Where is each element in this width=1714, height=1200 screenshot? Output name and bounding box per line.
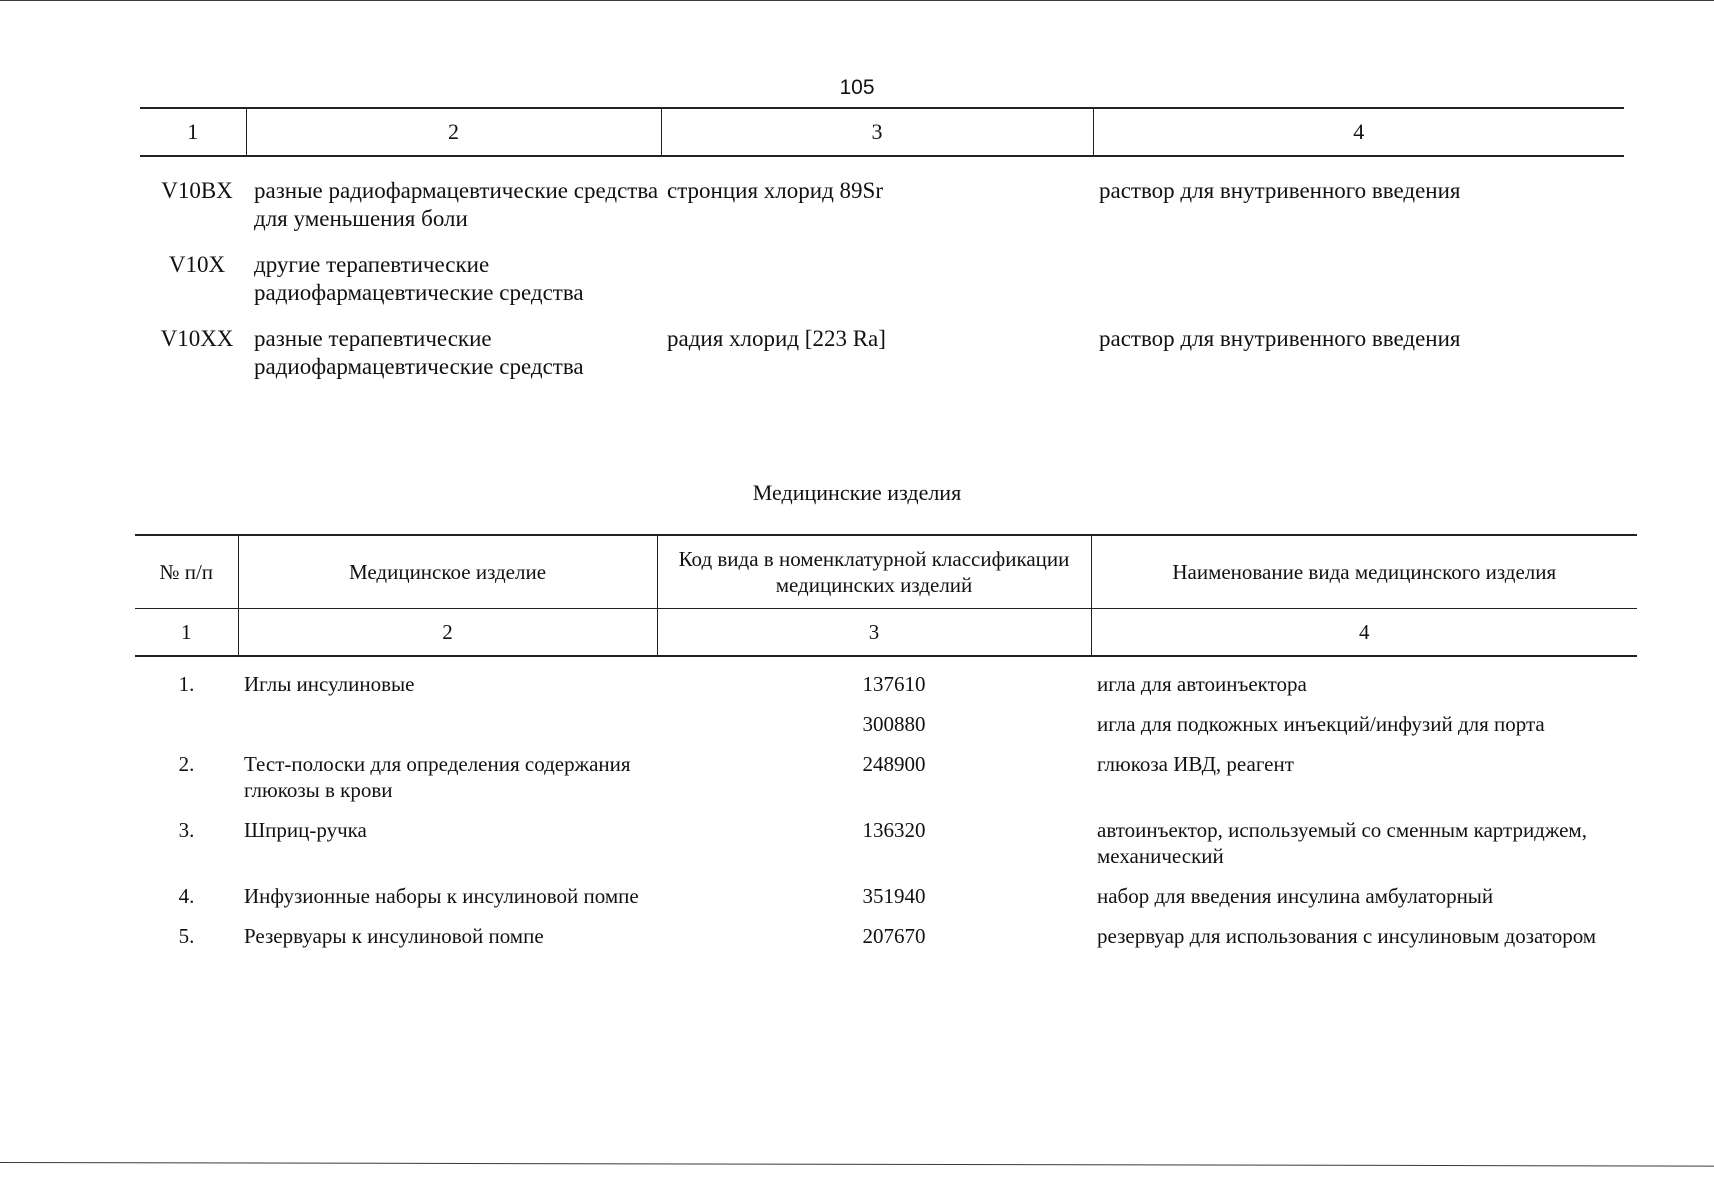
atc-description: разные терапевтические радиофармацевтические средства [254, 326, 584, 379]
table-row [135, 869, 1637, 909]
device-code: 248900 [862, 752, 926, 776]
atc-code: V10X [168, 252, 226, 277]
row-number: 1. [178, 672, 195, 696]
page-number: 105 [839, 76, 875, 99]
device-name: Шприц-ручка [244, 818, 367, 842]
row-number: 3. [178, 818, 195, 842]
header-cell-kind: Наименование вида медицинского изделия [1091, 535, 1637, 609]
device-code: 300880 [862, 712, 926, 736]
row-number: 5. [178, 924, 195, 948]
dosage-form: раствор для внутривенного введения [1099, 326, 1461, 351]
header-number-cell: 3 [657, 609, 1091, 657]
device-code: 351940 [862, 884, 926, 908]
scan-edge-top [0, 0, 1714, 1]
device-name: Иглы инсулиновые [244, 672, 415, 696]
header-number-cell: 2 [238, 609, 657, 657]
table-row [135, 737, 1637, 803]
atc-table-header-row [140, 108, 1624, 156]
device-code: 137610 [862, 672, 926, 696]
device-name: Тест-полоски для определения содержания глюкозы в крови [244, 752, 631, 802]
drug-name: стронция хлорид 89Sr [667, 178, 883, 203]
row-number: 4. [178, 884, 195, 908]
header-number-cell: 1 [135, 609, 238, 657]
table-row [135, 697, 1637, 737]
scan-edge-bottom [0, 1162, 1714, 1167]
row-number [135, 697, 238, 737]
device-kind: резервуар для использования с инсулиновым дозатором [1097, 924, 1597, 948]
header-number-cell: 4 [1091, 609, 1637, 657]
atc-code: V10XX [160, 326, 234, 351]
header-cell-code: Код вида в номенклатурной классификации медицинских изделий [657, 535, 1091, 609]
atc-header-cell: 3 [661, 108, 1093, 156]
atc-description: разные радиофармацевтические средства для уменьшения боли [254, 178, 659, 231]
table-row [135, 909, 1637, 949]
section-title: Медицинские изделия [752, 480, 962, 505]
dosage-form [1093, 233, 1624, 307]
device-code: 207670 [862, 924, 926, 948]
atc-header-cell: 2 [246, 108, 661, 156]
device-kind: игла для автоинъектора [1097, 672, 1307, 696]
table-row [140, 307, 1624, 381]
table-row [140, 156, 1624, 233]
drug-name: радия хлорид [223 Ra] [667, 326, 886, 351]
table-row [135, 656, 1637, 697]
atc-table [140, 107, 1624, 381]
table-row [140, 233, 1624, 307]
row-number: 2. [178, 752, 195, 776]
device-name [238, 697, 657, 737]
atc-header-cell: 4 [1093, 108, 1624, 156]
dosage-form: раствор для внутривенного введения [1099, 178, 1461, 203]
device-code: 136320 [862, 818, 926, 842]
drug-name [661, 233, 1093, 307]
devices-header-row [135, 535, 1637, 609]
atc-description: другие терапевтические радиофармацевтические средства [254, 252, 584, 305]
devices-header-number-row [135, 609, 1637, 657]
device-kind: игла для подкожных инъекций/инфузий для порта [1097, 712, 1545, 736]
table-row [135, 803, 1637, 869]
device-kind: набор для введения инсулина амбулаторный [1097, 884, 1494, 908]
device-kind: глюкоза ИВД, реагент [1097, 752, 1294, 776]
header-cell-number: № п/п [135, 535, 238, 609]
atc-code: V10BX [161, 178, 233, 203]
header-cell-device: Медицинское изделие [238, 535, 657, 609]
device-kind: автоинъектор, используемый со сменным картриджем, механический [1097, 818, 1587, 868]
atc-header-cell: 1 [140, 108, 246, 156]
device-name: Резервуары к инсулиновой помпе [244, 924, 544, 948]
device-name: Инфузионные наборы к инсулиновой помпе [244, 884, 639, 908]
medical-devices-table [135, 534, 1637, 949]
